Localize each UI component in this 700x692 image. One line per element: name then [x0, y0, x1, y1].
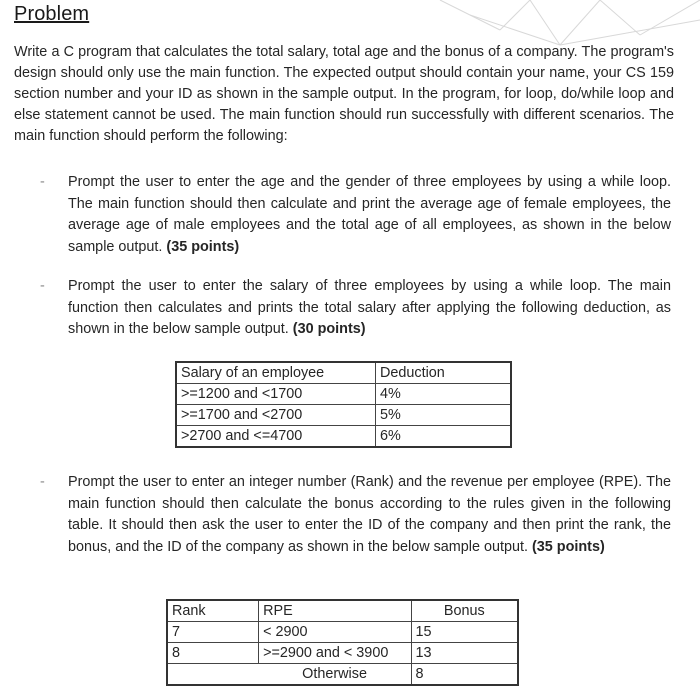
- table-cell: 4%: [376, 384, 512, 405]
- table-row: [176, 426, 511, 448]
- bullet-item-salary: [40, 276, 671, 341]
- table-cell: < 2900: [259, 622, 411, 643]
- table-cell: >=2900 and < 3900: [259, 643, 411, 664]
- table-cell: 5%: [376, 405, 512, 426]
- table-cell: 7: [167, 622, 259, 643]
- table-header-cell: Bonus: [411, 600, 518, 622]
- table-header-cell: Salary of an employee: [176, 362, 376, 384]
- table-cell: >2700 and <=4700: [176, 426, 376, 448]
- table-cell: >=1700 and <2700: [176, 405, 376, 426]
- table-row: [167, 643, 518, 664]
- table-cell: 13: [411, 643, 518, 664]
- table-header-cell: RPE: [259, 600, 411, 622]
- table-cell: 8: [411, 664, 518, 686]
- page-title: Problem: [14, 3, 90, 25]
- bullet-dash: -: [40, 174, 45, 190]
- bullet-points: (35 points): [166, 239, 240, 256]
- intro-paragraph: Write a C program that calculates the total salary, total age and the bonus of a company. The program's design should only use the main function. The expected output should contain your name, your CS 159 section number and your ID as shown in the sample output. In the program, for loop, do/while loop and else statement cannot be used. The main function should run successfully with different scenarios. The main function should perform the following:: [14, 44, 674, 144]
- table-header-row: [176, 362, 511, 384]
- table-cell: 15: [411, 622, 518, 643]
- bullet-dash: -: [40, 474, 45, 490]
- table-cell: Otherwise: [259, 664, 411, 686]
- table-row: [167, 622, 518, 643]
- table-row: [176, 384, 511, 405]
- bullet-text: Prompt the user to enter the age and the gender of three employees by using a while loop. The main function should then calculate and print the average age of female employees, the average age of male employees and the total age of all employees, as shown in the below sample output.: [68, 174, 671, 256]
- bullet-text: Prompt the user to enter an integer number (Rank) and the revenue per employee (RPE). The main function should then calculate the bonus according to the rules given in the following table. It should then ask the user to enter the ID of the company and then print the rank, the bonus, and the ID of the company as shown in the below sample output.: [68, 474, 671, 556]
- table-cell: >=1200 and <1700: [176, 384, 376, 405]
- bullet-dash: -: [40, 278, 45, 294]
- bonus-rules-table: [166, 599, 519, 686]
- table-row: [176, 405, 511, 426]
- table-header-cell: Rank: [167, 600, 259, 622]
- table-row: [167, 664, 518, 686]
- bullet-text: Prompt the user to enter the salary of three employees by using a while loop. The main function then calculates and prints the total salary after applying the following deduction, as shown in the below sample output.: [68, 278, 671, 338]
- bullet-points: (35 points): [532, 539, 605, 556]
- bullet-points: (30 points): [292, 321, 366, 338]
- bullet-item-age: [40, 172, 671, 259]
- table-header-cell: Deduction: [376, 362, 512, 384]
- table-cell: 8: [167, 643, 259, 664]
- bullet-item-bonus: [40, 472, 671, 559]
- table-cell: [167, 664, 259, 686]
- salary-deduction-table: [175, 361, 512, 448]
- table-header-row: [167, 600, 518, 622]
- table-cell: 6%: [376, 426, 512, 448]
